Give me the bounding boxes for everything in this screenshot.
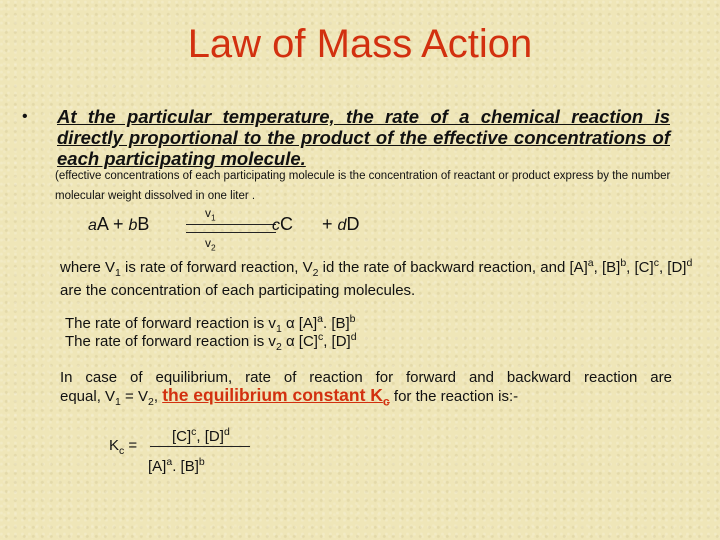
- reactant-a: A: [96, 214, 108, 234]
- backward-rate-label: $v_2$: [205, 236, 216, 253]
- forward-rate-expression: The rate of forward reaction is $v_1$ α $[A]^a$. $[B]^b$: [65, 313, 356, 335]
- coef-b: b: [128, 217, 138, 234]
- coef-c: c: [272, 217, 280, 234]
- equilibrium-line-2: equal, $V_1 = V_2$, the equilibrium constant $K_c$ for the reaction is:-: [60, 385, 519, 409]
- plus-sign: +: [112, 214, 124, 234]
- product-d: D: [346, 214, 360, 234]
- coef-a: a: [88, 217, 97, 234]
- forward-rate-label: $v_1$: [205, 206, 216, 223]
- bullet-point: •: [22, 108, 28, 125]
- kc-numerator: $[C]^c$, $[D]^d$: [172, 426, 230, 445]
- reactants: [88, 214, 149, 235]
- where-paragraph: where $V_1$ is rate of forward reaction, $V_2$ id the rate of backward reaction, and $[A]^a$, $[B]^b$, $[C]^c$, $[D]^d$ are the concentration of each participating molecules.: [60, 257, 693, 299]
- plus-sign: +: [322, 214, 333, 234]
- reactant-b: B: [137, 214, 150, 234]
- definition-note: (effective concentrations of each participating molecule is the concentration of reactant or product express by the number molecular weight dissolved in one liter .: [55, 170, 671, 202]
- slide-title: Law of Mass Action: [187, 22, 533, 66]
- forward-arrow-line: [186, 224, 276, 225]
- law-statement: At the particular temperature, the rate of a chemical reaction is directly proportional to the product of the effective concentrations of each participating molecule.: [57, 106, 670, 169]
- coef-d: d: [337, 217, 347, 234]
- product-c: C: [280, 214, 293, 234]
- kc-denominator: $[A]^a$. $[B]^b$: [148, 456, 205, 475]
- kc-symbol: $K_c$ =: [109, 437, 138, 457]
- backward-arrow-line: [186, 232, 276, 233]
- fraction-bar: [150, 446, 250, 447]
- equilibrium-constant-phrase: the equilibrium constant $K_c$: [162, 385, 390, 409]
- backward-rate-expression: The rate of forward reaction is $v_2$ α $[C]^c$, $[D]^d$: [65, 331, 357, 353]
- products: [272, 214, 359, 235]
- equilibrium-line-1: In case of equilibrium, rate of reaction for forward and backward reaction are: [60, 369, 672, 386]
